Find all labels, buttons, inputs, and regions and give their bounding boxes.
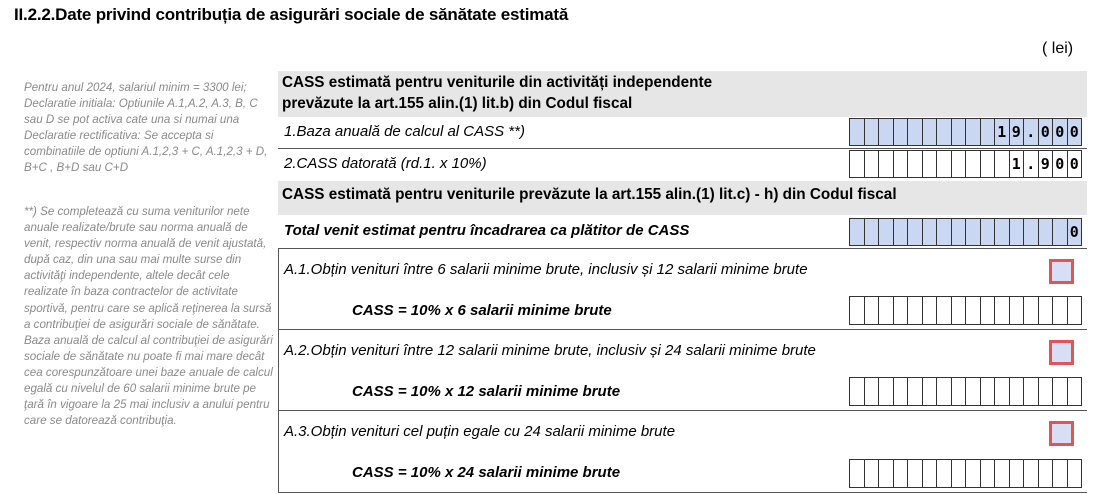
digit-cell — [865, 378, 880, 405]
total-venit-input[interactable] — [849, 218, 1082, 246]
option-a1-checkbox[interactable] — [1049, 259, 1074, 284]
digit-cell — [908, 297, 923, 324]
row1-label: 1.Baza anuală de calcul al CASS **) — [284, 123, 525, 140]
digit-cell — [850, 119, 865, 145]
digit-cell — [865, 119, 880, 145]
total-label: Total venit estimat pentru încadrarea ca plătitor de CASS — [284, 222, 690, 239]
option-a2 — [278, 330, 1087, 411]
digit-cell — [1010, 378, 1025, 405]
option-a2-formula: CASS = 10% x 12 salarii minime brute — [352, 383, 621, 400]
option-a1-label: A.1.Obțin venituri între 6 salarii minime brute, inclusiv și 12 salarii minime brute — [284, 261, 808, 278]
digit-cell — [1024, 297, 1039, 324]
digit-cell — [952, 151, 967, 177]
digit-cell — [1053, 219, 1068, 245]
digit-cell — [1039, 219, 1054, 245]
option-a3-checkbox[interactable] — [1049, 421, 1074, 446]
option-a3-label: A.3.Obțin venituri cel puțin egale cu 24 salarii minime brute — [284, 423, 676, 440]
digit-cell — [966, 119, 981, 145]
digit-cell — [850, 460, 865, 487]
digit-cell — [981, 378, 996, 405]
side-note-options: Pentru anul 2024, salariul minim = 3300 lei; Declaratie initiala: Optiunile A.1,A.2, A.3, B, C sau D se pot activa cate una si numai una Declaratie rectificativa: Se accepta si combinatiile de optiuni A.1,2,3 + C, A.1,2,3 + D, B+C , B+D sau C+D — [24, 81, 268, 175]
digit-cell — [966, 378, 981, 405]
digit-cell — [995, 297, 1010, 324]
cass-datorata-input[interactable] — [849, 150, 1082, 178]
digit-cell — [894, 460, 909, 487]
digit-cell — [894, 151, 909, 177]
digit-cell — [937, 219, 952, 245]
option-a1-formula: CASS = 10% x 6 salarii minime brute — [352, 302, 612, 319]
digit-cell — [865, 297, 880, 324]
digit-cell — [894, 297, 909, 324]
digit-cell — [908, 460, 923, 487]
digit-cell — [879, 297, 894, 324]
currency-unit: ( lei) — [1042, 40, 1074, 57]
digit-cell — [1010, 297, 1025, 324]
option-a2-amount-input[interactable] — [849, 377, 1082, 406]
digit-cell — [894, 378, 909, 405]
row-baza-anuala — [278, 117, 1087, 148]
section2-header-text: CASS estimată pentru veniturile prevăzute la art.155 alin.(1) lit.c) - h) din Codul fiscal — [282, 186, 897, 203]
digit-cell — [995, 378, 1010, 405]
row-cass-datorata — [278, 148, 1087, 180]
digit-cell: 0 — [1068, 219, 1083, 245]
digit-cell — [1068, 297, 1083, 324]
option-a1-amount-input[interactable] — [849, 296, 1082, 325]
digit-cell — [952, 460, 967, 487]
digit-cell — [908, 378, 923, 405]
digit-cell: . — [1024, 151, 1039, 177]
digit-cell: 0 — [1068, 119, 1083, 145]
digit-cell: 9 — [1039, 151, 1054, 177]
section2-header — [278, 181, 1087, 215]
digit-cell — [879, 219, 894, 245]
digit-cell — [952, 378, 967, 405]
digit-cell: . — [1024, 119, 1039, 145]
digit-cell — [952, 219, 967, 245]
digit-cell — [894, 119, 909, 145]
digit-cell — [981, 151, 996, 177]
digit-cell — [981, 119, 996, 145]
digit-cell — [1010, 460, 1025, 487]
digit-cell — [908, 151, 923, 177]
digit-cell — [879, 460, 894, 487]
option-a3-amount-input[interactable] — [849, 459, 1082, 488]
digit-cell — [981, 460, 996, 487]
digit-cell — [923, 460, 938, 487]
digit-cell — [937, 378, 952, 405]
baza-anuala-input[interactable] — [849, 118, 1082, 146]
section1-header-line1: CASS estimată pentru veniturile din activități independente — [282, 74, 713, 91]
digit-cell — [865, 151, 880, 177]
digit-cell — [923, 297, 938, 324]
section1-header-line2: prevăzute la art.155 alin.(1) lit.b) din Codul fiscal — [282, 95, 633, 112]
digit-cell — [966, 151, 981, 177]
digit-cell — [966, 297, 981, 324]
digit-cell: 9 — [1010, 119, 1025, 145]
digit-cell — [865, 219, 880, 245]
digit-cell — [1068, 378, 1083, 405]
digit-cell — [995, 151, 1010, 177]
digit-cell — [966, 219, 981, 245]
digit-cell — [908, 219, 923, 245]
digit-cell — [1024, 378, 1039, 405]
digit-cell — [937, 119, 952, 145]
digit-cell — [865, 460, 880, 487]
digit-cell — [850, 297, 865, 324]
digit-cell: 1 — [995, 119, 1010, 145]
digit-cell — [1010, 219, 1025, 245]
digit-cell — [1039, 378, 1054, 405]
digit-cell — [995, 219, 1010, 245]
row-total-venit — [278, 215, 1087, 249]
digit-cell — [981, 219, 996, 245]
digit-cell: 1 — [1010, 151, 1025, 177]
option-a3-formula: CASS = 10% x 24 salarii minime brute — [352, 464, 621, 481]
digit-cell — [981, 297, 996, 324]
digit-cell — [894, 219, 909, 245]
section-title: II.2.2.Date privind contribuția de asigurări sociale de sănătate estimată — [14, 5, 569, 24]
digit-cell — [1068, 460, 1083, 487]
digit-cell — [937, 151, 952, 177]
digit-cell — [966, 460, 981, 487]
digit-cell — [923, 378, 938, 405]
digit-cell — [908, 119, 923, 145]
side-note-footnote: **) Se completează cu suma veniturilor nete anuale realizate/brute sau norma anuală de venit, respectiv norma anuală de venit ajustată, după caz, din una sau mai multe surse din activităţi independente, altele decât cele realizate în baza contractelor de activitate sportivă, pentru care se aplică reţinerea la sursă a contribuţiei de asigurări sociale de sănătate. Baza anuală de calcul al contribuţiei de asigurări sociale de sănătate nu poate fi mai mare decât cea corespunzătoare unei baze anuale de calcul egală cu nivelul de 60 salarii minime brute pe ţară în vigoare la 25 mai inclusiv a anului pentru care se datorează contribuţia. — [24, 205, 273, 428]
digit-cell — [850, 378, 865, 405]
digit-cell — [1053, 378, 1068, 405]
digit-cell — [879, 119, 894, 145]
digit-cell — [1039, 297, 1054, 324]
digit-cell — [850, 219, 865, 245]
digit-cell — [923, 119, 938, 145]
option-a2-checkbox[interactable] — [1049, 340, 1074, 365]
digit-cell — [1024, 219, 1039, 245]
row2-label: 2.CASS datorată (rd.1. x 10%) — [284, 155, 487, 172]
option-a3 — [278, 411, 1087, 493]
digit-cell — [1024, 460, 1039, 487]
digit-cell — [1039, 460, 1054, 487]
digit-cell — [937, 460, 952, 487]
option-a1 — [278, 249, 1087, 329]
digit-cell — [923, 219, 938, 245]
digit-cell — [937, 297, 952, 324]
digit-cell — [879, 151, 894, 177]
digit-cell: 0 — [1039, 119, 1054, 145]
digit-cell: 0 — [1068, 151, 1083, 177]
digit-cell — [952, 297, 967, 324]
digit-cell: 0 — [1053, 151, 1068, 177]
section1-header — [278, 71, 1087, 117]
digit-cell — [850, 151, 865, 177]
digit-cell — [879, 378, 894, 405]
digit-cell — [923, 151, 938, 177]
digit-cell: 0 — [1053, 119, 1068, 145]
option-a2-label: A.2.Obțin venituri între 12 salarii minime brute, inclusiv și 24 salarii minime brute — [284, 342, 816, 359]
digit-cell — [952, 119, 967, 145]
digit-cell — [1053, 297, 1068, 324]
digit-cell — [1053, 460, 1068, 487]
digit-cell — [995, 460, 1010, 487]
